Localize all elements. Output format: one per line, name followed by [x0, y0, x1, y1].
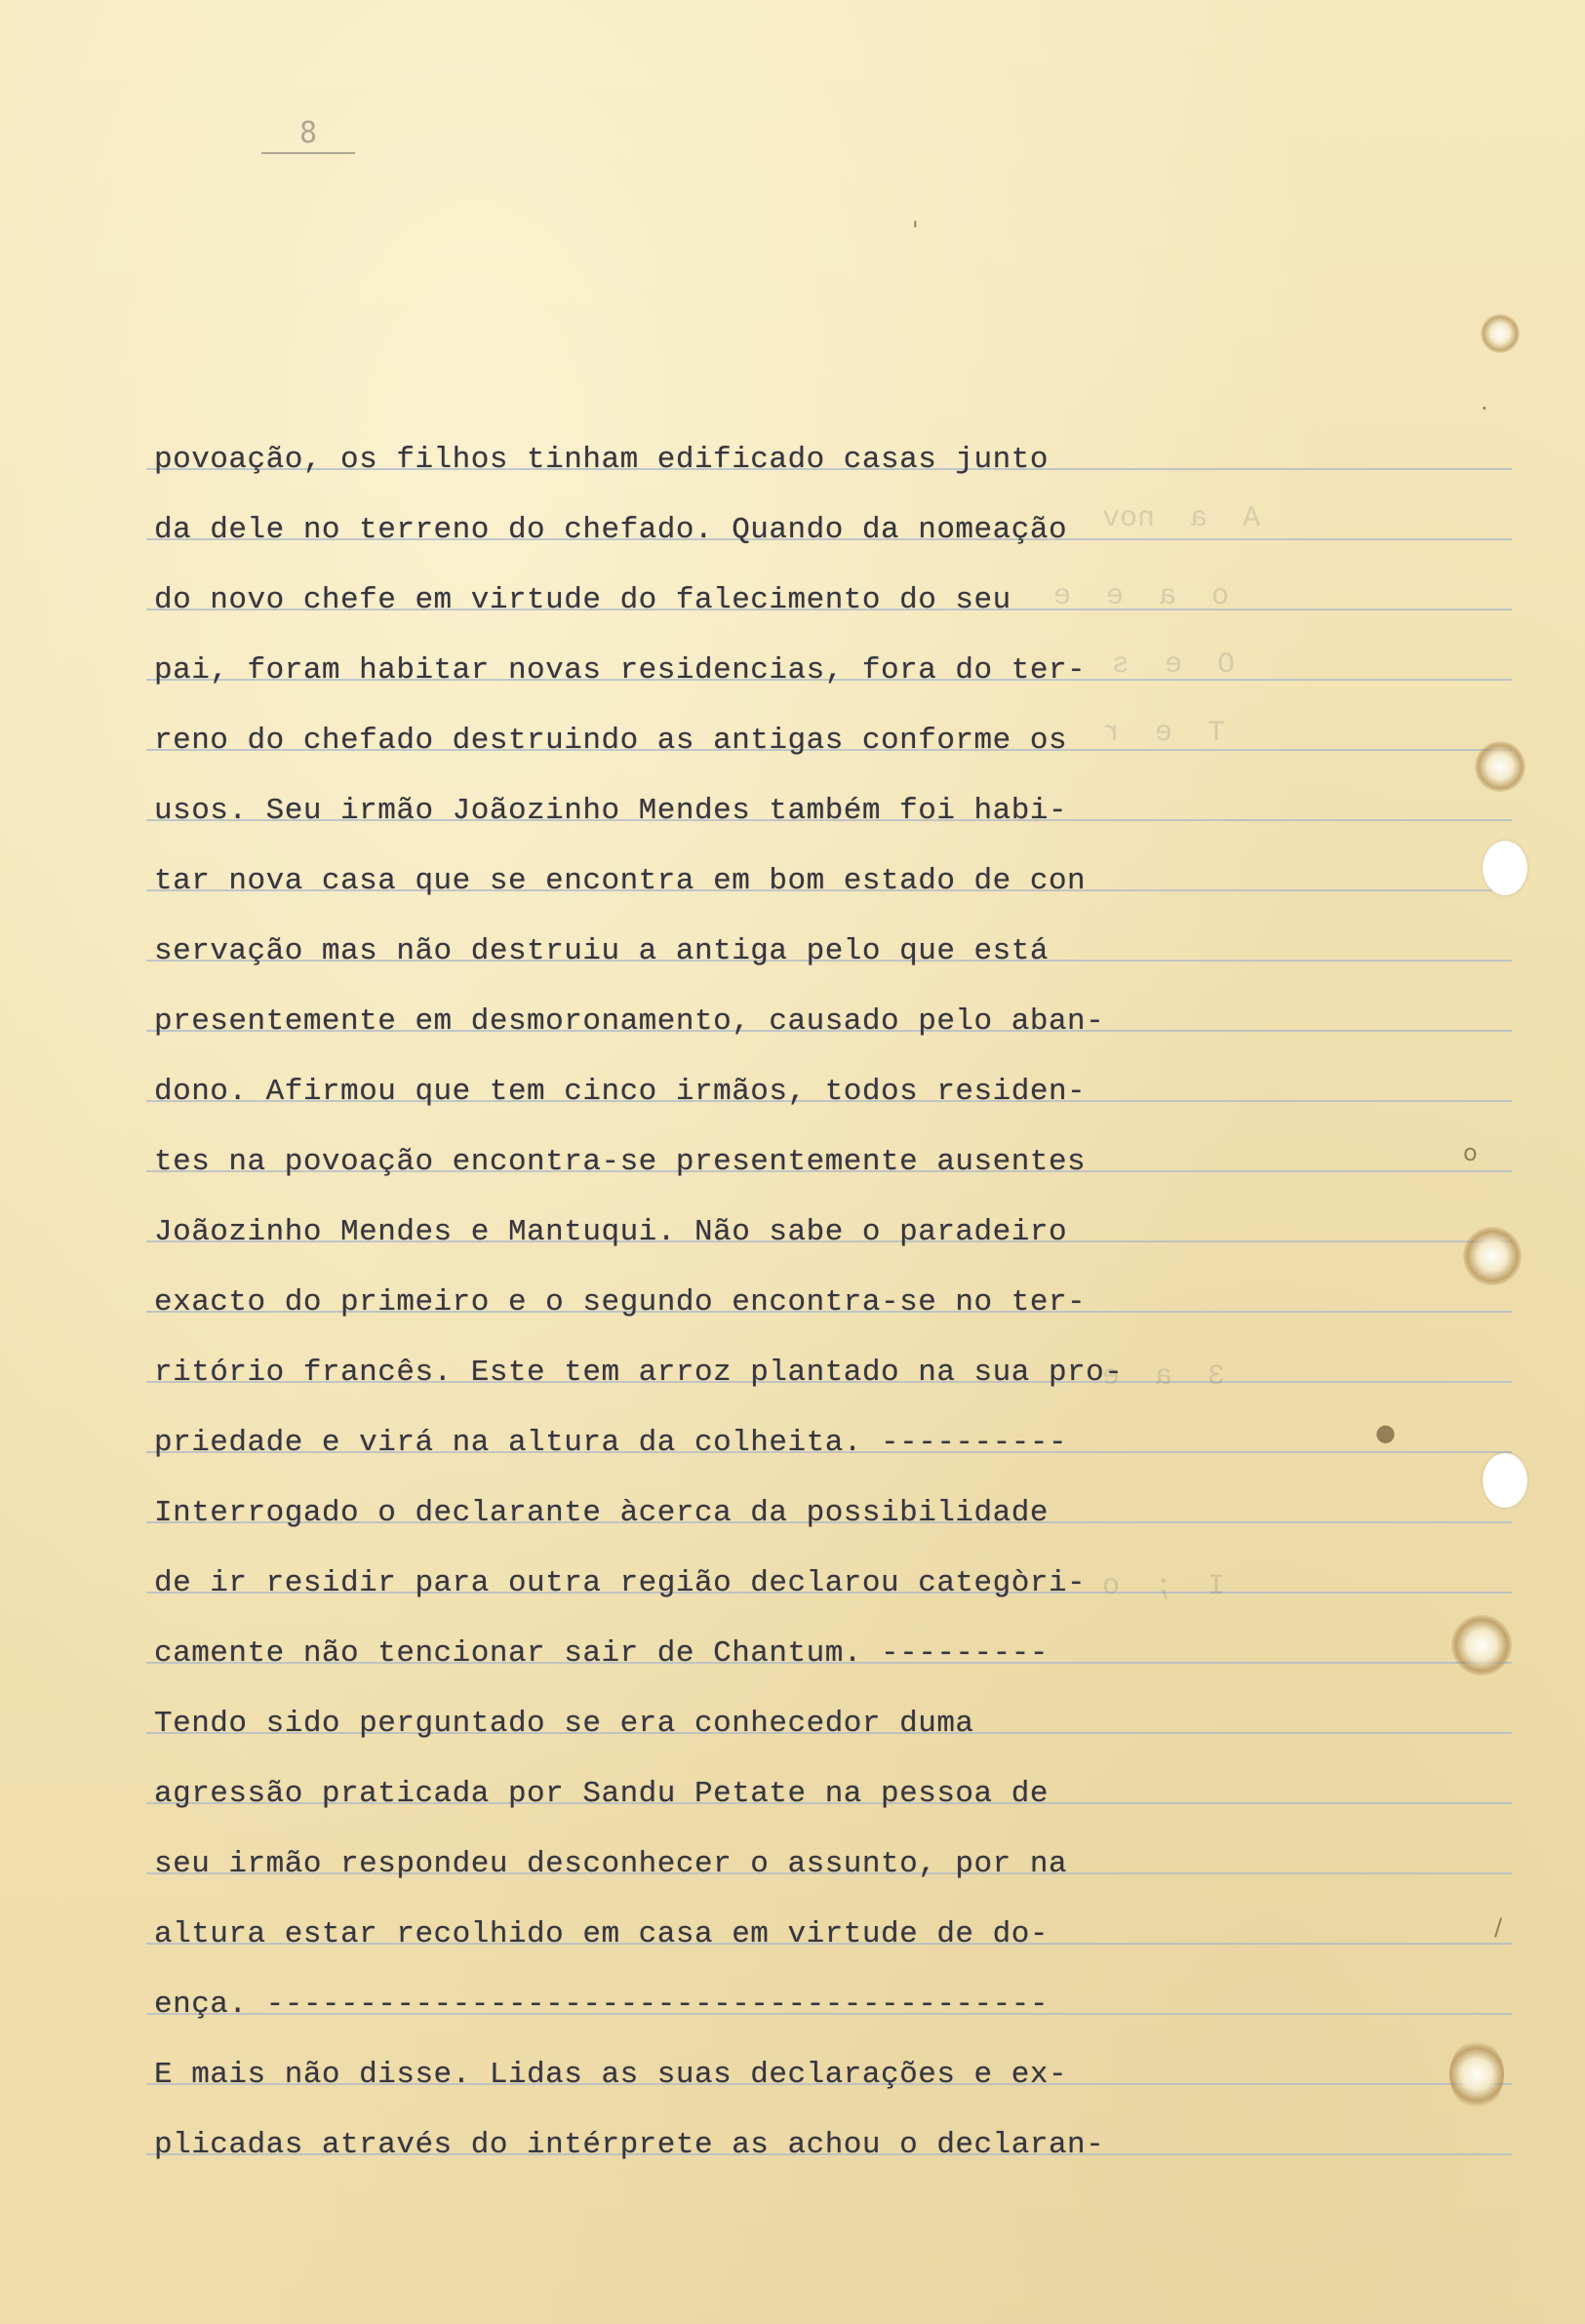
stain-mark	[1449, 2040, 1504, 2108]
text-line: de ir residir para outra região declarou categòri-	[154, 1566, 1087, 1600]
stain-mark	[1463, 1227, 1522, 1285]
text-line: Tendo sido perguntado se era conhecedor duma	[154, 1707, 974, 1741]
text-line: dono. Afirmou que tem cinco irmãos, todos residen-	[154, 1075, 1087, 1109]
text-line: exacto do primeiro e o segundo encontra-se no ter-	[154, 1285, 1087, 1320]
text-line: ritório francês. Este tem arroz plantado na sua pro-	[154, 1356, 1124, 1390]
text-line: tes na povoação encontra-se presentemente ausentes	[154, 1145, 1087, 1179]
bleed-through-mark: O e s	[1112, 649, 1236, 682]
stain-mark	[1481, 314, 1520, 353]
punch-hole	[1483, 1453, 1527, 1508]
speck-mark: ·	[1481, 395, 1488, 422]
text-line: usos. Seu irmão Joãozinho Mendes também foi habi-	[154, 794, 1068, 828]
text-line: pai, foram habitar novas residencias, fora do ter-	[154, 653, 1087, 688]
speck-mark: o	[1463, 1139, 1478, 1166]
page-number: 8	[261, 115, 355, 154]
text-line: povoação, os filhos tinham edificado casas junto	[154, 443, 1049, 477]
speck-mark: '	[912, 217, 919, 244]
text-line: E mais não disse. Lidas as suas declarações e ex-	[154, 2058, 1068, 2092]
text-line: Joãozinho Mendes e Mantuqui. Não sabe o paradeiro	[154, 1215, 1068, 1249]
bleed-through-mark: T e r	[1102, 717, 1226, 750]
text-line: plicadas através do intérprete as achou o declaran-	[154, 2128, 1105, 2162]
bleed-through-mark: A a nov	[1102, 502, 1261, 535]
stain-mark	[1451, 1615, 1512, 1675]
text-line: priedade e virá na altura da colheita. ----------	[154, 1426, 1068, 1460]
speck-mark: ●	[1375, 1419, 1396, 1446]
text-line: da dele no terreno do chefado. Quando da nomeação	[154, 513, 1068, 547]
text-line: presentemente em desmoronamento, causado pelo aban-	[154, 1004, 1105, 1039]
bleed-through-mark: I ; o	[1102, 1570, 1226, 1603]
punch-hole	[1483, 841, 1527, 895]
text-line: tar nova casa que se encontra em bom estado de con	[154, 864, 1087, 898]
text-line: ença. ------------------------------------------	[154, 1988, 1049, 2022]
text-line: camente não tencionar sair de Chantum. ---------	[154, 1636, 1049, 1671]
text-line: do novo chefe em virtude do falecimento do seu	[154, 583, 1011, 617]
text-line: servação mas não destruiu a antiga pelo que está	[154, 934, 1049, 968]
stain-mark	[1475, 741, 1526, 792]
text-line: reno do chefado destruindo as antigas conforme os	[154, 724, 1068, 758]
text-line: Interrogado o declarante àcerca da possibilidade	[154, 1496, 1049, 1530]
bleed-through-mark: 3 a e	[1102, 1360, 1226, 1394]
text-line: altura estar recolhido em casa em virtude de do-	[154, 1917, 1049, 1951]
speck-mark: /	[1494, 1913, 1503, 1941]
text-line: agressão praticada por Sandu Petate na pessoa de	[154, 1777, 1049, 1811]
bleed-through-mark: o a e e	[1053, 580, 1230, 613]
text-line: seu irmão respondeu desconhecer o assunto, por na	[154, 1847, 1068, 1881]
